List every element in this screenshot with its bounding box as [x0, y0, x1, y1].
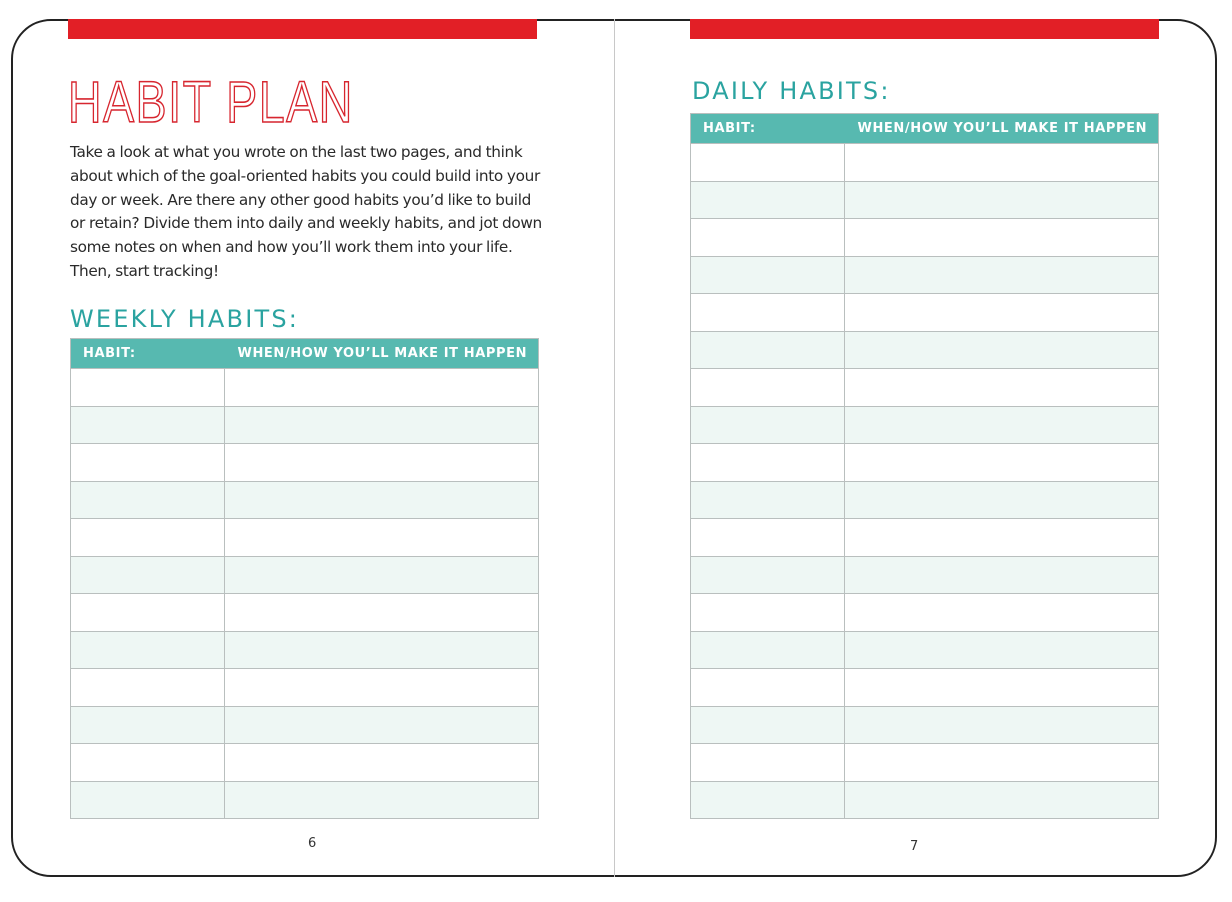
- habit-column-header: HABIT:: [691, 114, 845, 144]
- habit-cell[interactable]: [71, 406, 225, 444]
- table-header-row: [691, 114, 1159, 144]
- intro-paragraph: Take a look at what you wrote on the last two pages, and think about which of the goal-oriented habits you could build into your day or week. Are there any other good habits you’d like to build or retain? Divide them into daily and weekly habits, and jot down some notes on when and how you’ll work them into your life. Then, start tracking!: [70, 143, 542, 280]
- when-how-cell[interactable]: [845, 331, 1159, 369]
- table-row: [71, 406, 539, 444]
- table-row: [691, 406, 1159, 444]
- table-header-row: [71, 339, 539, 369]
- table-row: [691, 594, 1159, 632]
- when-how-cell[interactable]: [845, 444, 1159, 482]
- table-row: [71, 631, 539, 669]
- habit-cell[interactable]: [71, 669, 225, 707]
- page-number-left: 6: [308, 836, 317, 851]
- when-how-cell[interactable]: [225, 706, 539, 744]
- table-row: [691, 444, 1159, 482]
- when-how-cell[interactable]: [845, 369, 1159, 407]
- when-how-cell[interactable]: [225, 481, 539, 519]
- when-how-cell[interactable]: [845, 706, 1159, 744]
- table-row: [691, 669, 1159, 707]
- when-how-cell[interactable]: [225, 631, 539, 669]
- habit-column-header: HABIT:: [71, 339, 225, 369]
- when-how-cell[interactable]: [225, 594, 539, 632]
- table-row: [691, 369, 1159, 407]
- table-row: [71, 481, 539, 519]
- when-how-cell[interactable]: [225, 406, 539, 444]
- when-how-cell[interactable]: [225, 556, 539, 594]
- when-how-cell[interactable]: [845, 594, 1159, 632]
- when-how-column-header: WHEN/HOW YOU’LL MAKE IT HAPPEN: [845, 114, 1159, 144]
- habit-cell[interactable]: [71, 744, 225, 782]
- habit-cell[interactable]: [71, 369, 225, 407]
- habit-cell[interactable]: [691, 444, 845, 482]
- table-row: [71, 706, 539, 744]
- weekly-habits-table: [70, 338, 539, 819]
- habit-cell[interactable]: [691, 594, 845, 632]
- left-page-red-bar: [68, 19, 537, 39]
- page-number-right: 7: [910, 839, 919, 854]
- table-row: [71, 781, 539, 819]
- habit-cell[interactable]: [71, 781, 225, 819]
- when-how-cell[interactable]: [845, 144, 1159, 182]
- when-how-cell[interactable]: [225, 669, 539, 707]
- when-how-cell[interactable]: [845, 219, 1159, 257]
- habit-cell[interactable]: [691, 556, 845, 594]
- when-how-cell[interactable]: [845, 481, 1159, 519]
- right-page-red-bar: [690, 19, 1159, 39]
- habit-cell[interactable]: [71, 519, 225, 557]
- when-how-cell[interactable]: [845, 519, 1159, 557]
- page-title: HABIT PLAN: [68, 70, 354, 135]
- table-row: [691, 631, 1159, 669]
- table-row: [691, 706, 1159, 744]
- table-row: [691, 219, 1159, 257]
- table-row: [691, 294, 1159, 332]
- habit-cell[interactable]: [691, 481, 845, 519]
- habit-cell[interactable]: [71, 481, 225, 519]
- table-row: [71, 444, 539, 482]
- habit-cell[interactable]: [71, 444, 225, 482]
- when-how-cell[interactable]: [845, 631, 1159, 669]
- habit-cell[interactable]: [691, 294, 845, 332]
- habit-cell[interactable]: [691, 219, 845, 257]
- daily-habits-table: [690, 113, 1159, 819]
- table-row: [71, 519, 539, 557]
- table-row: [691, 181, 1159, 219]
- habit-cell[interactable]: [691, 744, 845, 782]
- table-row: [691, 144, 1159, 182]
- when-how-cell[interactable]: [225, 519, 539, 557]
- when-how-cell[interactable]: [845, 669, 1159, 707]
- habit-cell[interactable]: [71, 556, 225, 594]
- habit-cell[interactable]: [691, 406, 845, 444]
- habit-cell[interactable]: [691, 706, 845, 744]
- table-row: [71, 556, 539, 594]
- when-how-cell[interactable]: [845, 256, 1159, 294]
- table-row: [691, 331, 1159, 369]
- habit-cell[interactable]: [691, 181, 845, 219]
- daily-habits-heading: DAILY HABITS:: [692, 77, 891, 105]
- table-row: [691, 256, 1159, 294]
- table-row: [691, 556, 1159, 594]
- table-row: [691, 744, 1159, 782]
- table-row: [691, 481, 1159, 519]
- habit-cell[interactable]: [71, 631, 225, 669]
- habit-cell[interactable]: [691, 781, 845, 819]
- table-row: [71, 669, 539, 707]
- habit-cell[interactable]: [71, 706, 225, 744]
- when-how-cell[interactable]: [845, 181, 1159, 219]
- book-spine: [614, 19, 615, 877]
- habit-cell[interactable]: [71, 594, 225, 632]
- table-row: [691, 781, 1159, 819]
- habit-cell[interactable]: [691, 331, 845, 369]
- habit-cell[interactable]: [691, 144, 845, 182]
- when-how-cell[interactable]: [845, 556, 1159, 594]
- table-row: [71, 594, 539, 632]
- table-row: [691, 519, 1159, 557]
- habit-cell[interactable]: [691, 256, 845, 294]
- when-how-cell[interactable]: [845, 781, 1159, 819]
- habit-cell[interactable]: [691, 519, 845, 557]
- when-how-column-header: WHEN/HOW YOU’LL MAKE IT HAPPEN: [225, 339, 539, 369]
- when-how-cell[interactable]: [225, 744, 539, 782]
- table-row: [71, 369, 539, 407]
- when-how-cell[interactable]: [225, 369, 539, 407]
- when-how-cell[interactable]: [845, 406, 1159, 444]
- habit-cell[interactable]: [691, 369, 845, 407]
- when-how-cell[interactable]: [225, 444, 539, 482]
- habit-cell[interactable]: [691, 631, 845, 669]
- when-how-cell[interactable]: [225, 781, 539, 819]
- when-how-cell[interactable]: [845, 744, 1159, 782]
- table-row: [71, 744, 539, 782]
- weekly-habits-heading: WEEKLY HABITS:: [70, 305, 300, 333]
- when-how-cell[interactable]: [845, 294, 1159, 332]
- habit-cell[interactable]: [691, 669, 845, 707]
